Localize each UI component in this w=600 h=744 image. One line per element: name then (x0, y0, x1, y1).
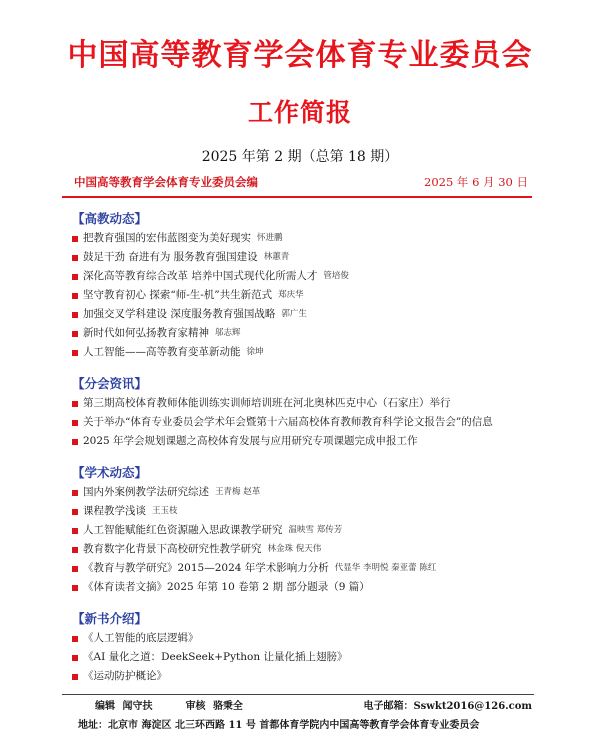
article-author: 王青梅 赵革 (215, 487, 261, 497)
article-title: 第三期高校体育教师体能训练实训师培训班在河北奥林匹克中心（石家庄）举行 (83, 397, 451, 409)
article-item[interactable] (72, 667, 542, 686)
article-title: 加强交叉学科建设 深度服务教育强国战略 (83, 308, 276, 320)
section-spacer (72, 597, 542, 609)
article-author: 林金珠 倪天伟 (267, 544, 322, 554)
square-bullet-icon (72, 528, 78, 534)
square-bullet-icon (72, 274, 78, 280)
article-item[interactable] (72, 648, 542, 667)
section-heading: 【学术动态】 (72, 465, 148, 480)
article-item[interactable] (72, 229, 542, 248)
article-item[interactable] (72, 559, 542, 578)
footer-credits (95, 700, 532, 713)
article-title: 国内外案例教学法研究综述 (83, 486, 209, 498)
square-bullet-icon (72, 293, 78, 299)
article-title: 人工智能——高等教育变革新动能 (83, 346, 241, 358)
square-bullet-icon (72, 401, 78, 407)
article-item[interactable] (72, 343, 542, 362)
article-item[interactable] (72, 305, 542, 324)
square-bullet-icon (72, 439, 78, 445)
article-title: 课程教学浅谈 (83, 505, 146, 517)
editor-line (74, 175, 528, 189)
article-title: 新时代如何弘扬教育家精神 (83, 327, 209, 339)
article-title: 深化高等教育综合改革 培养中国式现代化所需人才 (83, 270, 318, 282)
article-title: 人工智能赋能红色资源融入思政课教学研究 (83, 524, 283, 536)
article-item[interactable] (72, 267, 542, 286)
article-author: 温映雪 郑传芳 (288, 525, 343, 535)
section-spacer (72, 362, 542, 374)
square-bullet-icon (72, 585, 78, 591)
article-author: 郭广生 (281, 309, 307, 319)
square-bullet-icon (72, 547, 78, 553)
article-item[interactable] (72, 394, 542, 413)
article-item[interactable] (72, 629, 542, 648)
article-title: 坚守教育初心 探索“师-生-机”共生新范式 (83, 289, 273, 301)
issue-number: 2025 年第 2 期（总第 18 期） (201, 149, 399, 165)
article-item[interactable] (72, 324, 542, 343)
article-title: 关于举办“体育专业委员会学术年会暨第十六届高校体育教师教育科学论文报告会”的信息 (83, 416, 493, 428)
editor-organization: 中国高等教育学会体育专业委员会编 (74, 175, 258, 189)
editor-label: 编辑 (95, 701, 115, 712)
article-item[interactable] (72, 578, 542, 597)
article-item[interactable] (72, 502, 542, 521)
square-bullet-icon (72, 566, 78, 572)
section-heading: 【新书介绍】 (72, 611, 148, 626)
article-title: 鼓足干劲 奋进有为 服务教育强国建设 (83, 251, 258, 263)
publish-date: 2025 年 6 月 30 日 (424, 175, 528, 189)
reviewer-name: 骆秉全 (212, 701, 243, 712)
square-bullet-icon (72, 236, 78, 242)
article-title: 《运动防护概论》 (83, 670, 167, 682)
article-title: 教育数字化背景下高校研究性教学研究 (83, 543, 262, 555)
masthead-title: 中国高等教育学会体育专业委员会 (67, 38, 533, 73)
article-author: 代显华 李明悦 秦亚蕾 陈红 (334, 563, 437, 573)
article-author: 怀进鹏 (257, 233, 283, 243)
email: 电子邮箱：Sswkt2016@126.com (363, 701, 532, 712)
article-item[interactable] (72, 483, 542, 502)
reviewer-label: 审核 (185, 701, 206, 712)
article-title: 《教育与教学研究》2015—2024 年学术影响力分析 (83, 562, 329, 574)
article-item[interactable] (72, 413, 542, 432)
square-bullet-icon (72, 312, 78, 318)
article-title: 《AI 量化之道：DeekSeek+Python 让量化插上翅膀》 (83, 651, 348, 663)
address: 地址：北京市 海淀区 北三环西路 11 号 首都体育学院内中国高等教育学会体育专业委员会 (78, 720, 480, 731)
article-author: 邬志辉 (215, 328, 241, 338)
article-author: 林蕙青 (263, 252, 290, 262)
editor-name: 闻守扶 (122, 701, 153, 712)
article-author: 管培俊 (323, 271, 349, 281)
article-item[interactable] (72, 286, 542, 305)
masthead-subtitle: 工作简报 (247, 98, 352, 127)
article-author: 徐坤 (246, 347, 264, 357)
footer-divider (62, 694, 534, 695)
article-item[interactable] (72, 432, 542, 451)
square-bullet-icon (72, 490, 78, 496)
section-spacer (72, 451, 542, 463)
article-title: 把教育强国的宏伟蓝图变为美好现实 (83, 232, 251, 244)
square-bullet-icon (72, 509, 78, 515)
header-divider (62, 196, 532, 198)
square-bullet-icon (72, 636, 78, 642)
square-bullet-icon (72, 674, 78, 680)
section-heading: 【高教动态】 (72, 211, 148, 226)
article-author: 郑庆华 (278, 290, 304, 300)
article-title: 《人工智能的底层逻辑》 (83, 632, 199, 644)
article-author: 王玉枝 (152, 506, 178, 516)
article-item[interactable] (72, 540, 542, 559)
section-heading: 【分会资讯】 (72, 376, 148, 391)
square-bullet-icon (72, 350, 78, 356)
article-item[interactable] (72, 248, 542, 267)
square-bullet-icon (72, 420, 78, 426)
table-of-contents (72, 209, 542, 686)
article-title: 《体育读者文摘》2025 年第 10 卷第 2 期 部分题录（9 篇） (83, 581, 370, 593)
article-title: 2025 年学会规划课题之高校体育发展与应用研究专项课题完成申报工作 (83, 435, 418, 447)
square-bullet-icon (72, 331, 78, 337)
square-bullet-icon (72, 655, 78, 661)
square-bullet-icon (72, 255, 78, 261)
article-item[interactable] (72, 521, 542, 540)
